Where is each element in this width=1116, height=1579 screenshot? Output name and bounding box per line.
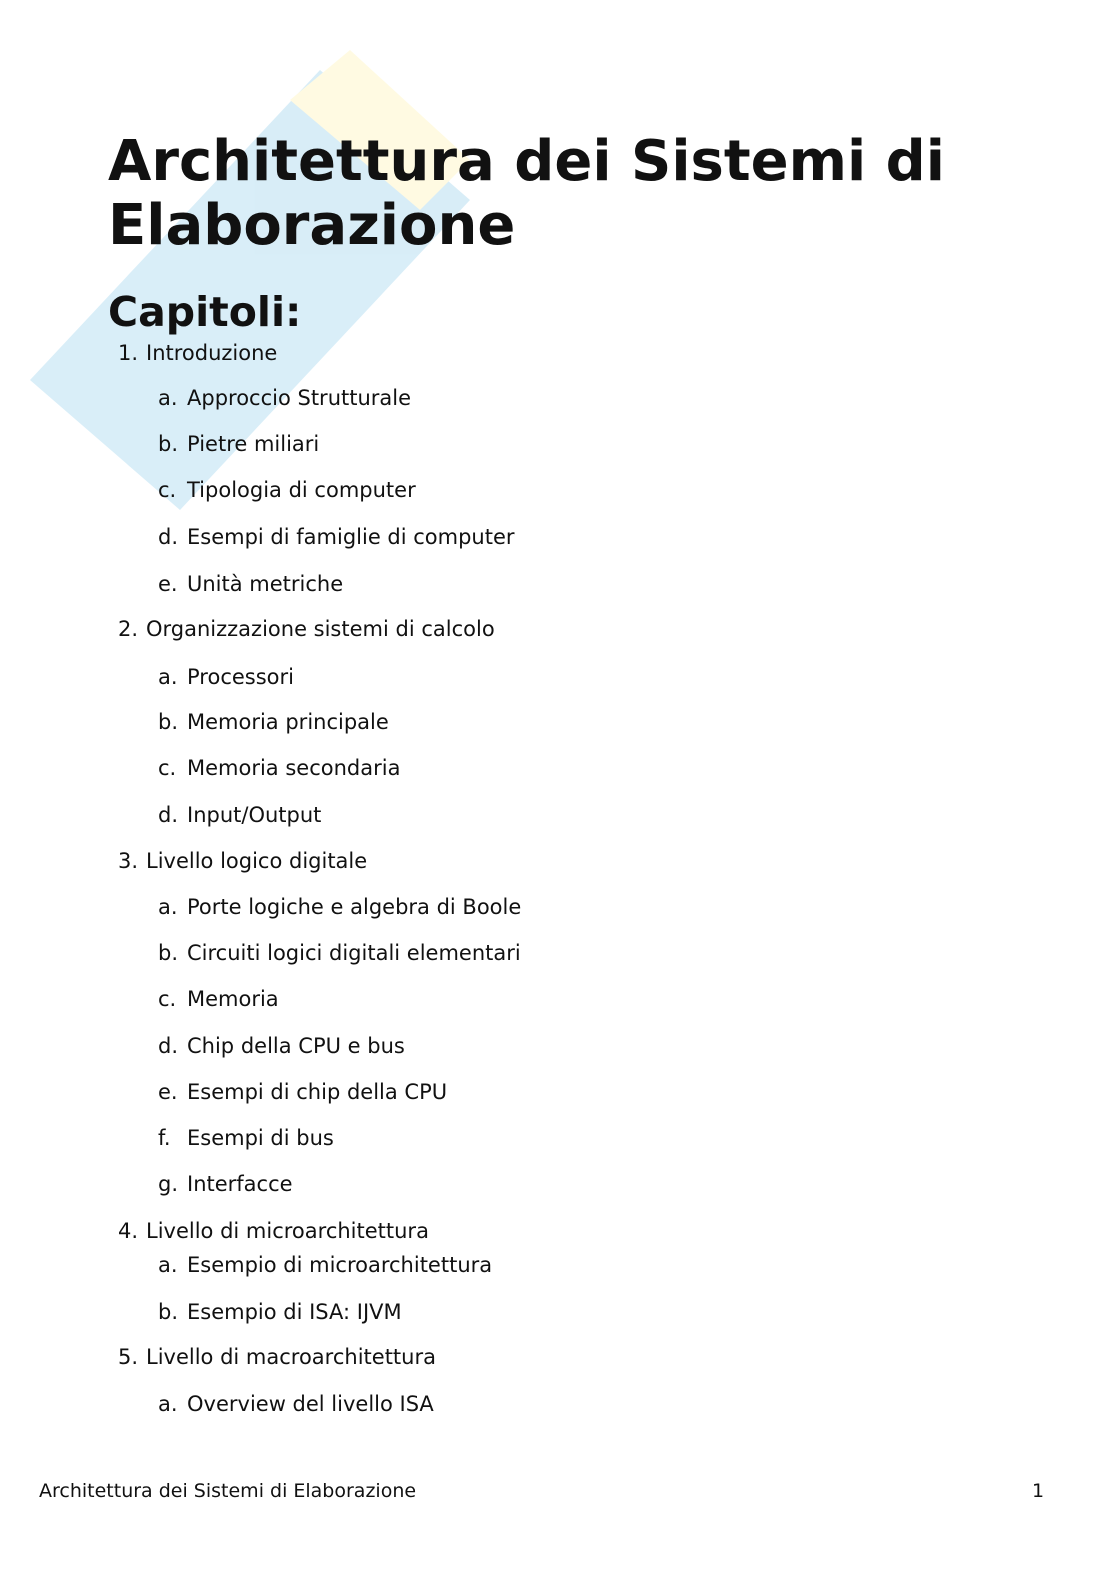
subchapter-item <box>158 940 521 966</box>
section-heading: Capitoli: <box>108 288 302 336</box>
subchapter-item <box>158 1391 434 1417</box>
subchapter-letter: a. <box>158 386 178 410</box>
subchapter-letter: a. <box>158 1392 178 1416</box>
subchapter-letter: d. <box>158 803 179 827</box>
subchapter-letter: e. <box>158 572 178 596</box>
subchapter-item <box>158 1171 293 1197</box>
subchapter-letter: f. <box>158 1126 171 1150</box>
chapter-number: 1. <box>118 341 139 365</box>
chapter-number: 3. <box>118 849 139 873</box>
subchapter-item <box>158 1252 492 1278</box>
chapter-label: Livello logico digitale <box>146 849 368 873</box>
chapter-number: 5. <box>118 1345 139 1369</box>
subchapter-letter: a. <box>158 1253 178 1277</box>
subchapter-label: Tipologia di computer <box>187 478 416 502</box>
subchapter-item <box>158 664 294 690</box>
subchapter-item <box>158 431 319 457</box>
subchapter-letter: b. <box>158 1300 179 1324</box>
chapter-label: Livello di macroarchitettura <box>146 1345 436 1369</box>
subchapter-label: Memoria secondaria <box>187 756 401 780</box>
subchapter-label: Memoria principale <box>187 710 389 734</box>
subchapter-letter: c. <box>158 756 177 780</box>
subchapter-letter: d. <box>158 525 179 549</box>
page-number: 1 <box>1032 1480 1045 1502</box>
document-title: Architettura dei Sistemi di Elaborazione <box>108 129 945 258</box>
subchapter-label: Porte logiche e algebra di Boole <box>187 895 522 919</box>
chapter-label: Introduzione <box>146 341 278 365</box>
subchapter-label: Interfacce <box>187 1172 293 1196</box>
subchapter-item <box>158 1079 447 1105</box>
subchapter-letter: g. <box>158 1172 179 1196</box>
subchapter-item <box>158 1299 402 1325</box>
subchapter-item <box>158 1033 405 1059</box>
subchapter-letter: c. <box>158 987 177 1011</box>
subchapter-letter: b. <box>158 710 179 734</box>
subchapter-label: Esempio di microarchitettura <box>187 1253 493 1277</box>
subchapter-item <box>158 709 389 735</box>
chapter-item <box>118 848 367 874</box>
subchapter-label: Chip della CPU e bus <box>187 1034 405 1058</box>
chapter-item <box>118 340 277 366</box>
subchapter-label: Pietre miliari <box>187 432 320 456</box>
subchapter-letter: b. <box>158 941 179 965</box>
subchapter-label: Approccio Strutturale <box>187 386 412 410</box>
subchapter-letter: a. <box>158 665 178 689</box>
subchapter-item <box>158 755 400 781</box>
subchapter-item <box>158 894 521 920</box>
chapter-number: 4. <box>118 1219 139 1243</box>
chapter-label: Livello di microarchitettura <box>146 1219 429 1243</box>
subchapter-item <box>158 524 515 550</box>
subchapter-label: Esempi di bus <box>187 1126 334 1150</box>
subchapter-label: Circuiti logici digitali elementari <box>187 941 521 965</box>
subchapter-item <box>158 477 416 503</box>
footer-title: Architettura dei Sistemi di Elaborazione <box>39 1480 417 1502</box>
subchapter-label: Esempi di chip della CPU <box>187 1080 448 1104</box>
subchapter-label: Overview del livello ISA <box>187 1392 434 1416</box>
subchapter-item <box>158 1125 334 1151</box>
subchapter-item <box>158 571 343 597</box>
subchapter-label: Memoria <box>187 987 279 1011</box>
chapter-label: Organizzazione sistemi di calcolo <box>146 617 495 641</box>
chapter-item <box>118 1344 436 1370</box>
subchapter-label: Input/Output <box>187 803 322 827</box>
chapter-item <box>118 616 495 642</box>
subchapter-letter: e. <box>158 1080 178 1104</box>
chapter-item <box>118 1218 429 1244</box>
subchapter-letter: d. <box>158 1034 179 1058</box>
chapter-number: 2. <box>118 617 139 641</box>
subchapter-letter: a. <box>158 895 178 919</box>
subchapter-label: Esempio di ISA: IJVM <box>187 1300 402 1324</box>
subchapter-letter: c. <box>158 478 177 502</box>
subchapter-item <box>158 802 321 828</box>
subchapter-label: Processori <box>187 665 294 689</box>
subchapter-label: Esempi di famiglie di computer <box>187 525 515 549</box>
subchapter-letter: b. <box>158 432 179 456</box>
subchapter-item <box>158 986 279 1012</box>
subchapter-label: Unità metriche <box>187 572 344 596</box>
subchapter-item <box>158 385 411 411</box>
